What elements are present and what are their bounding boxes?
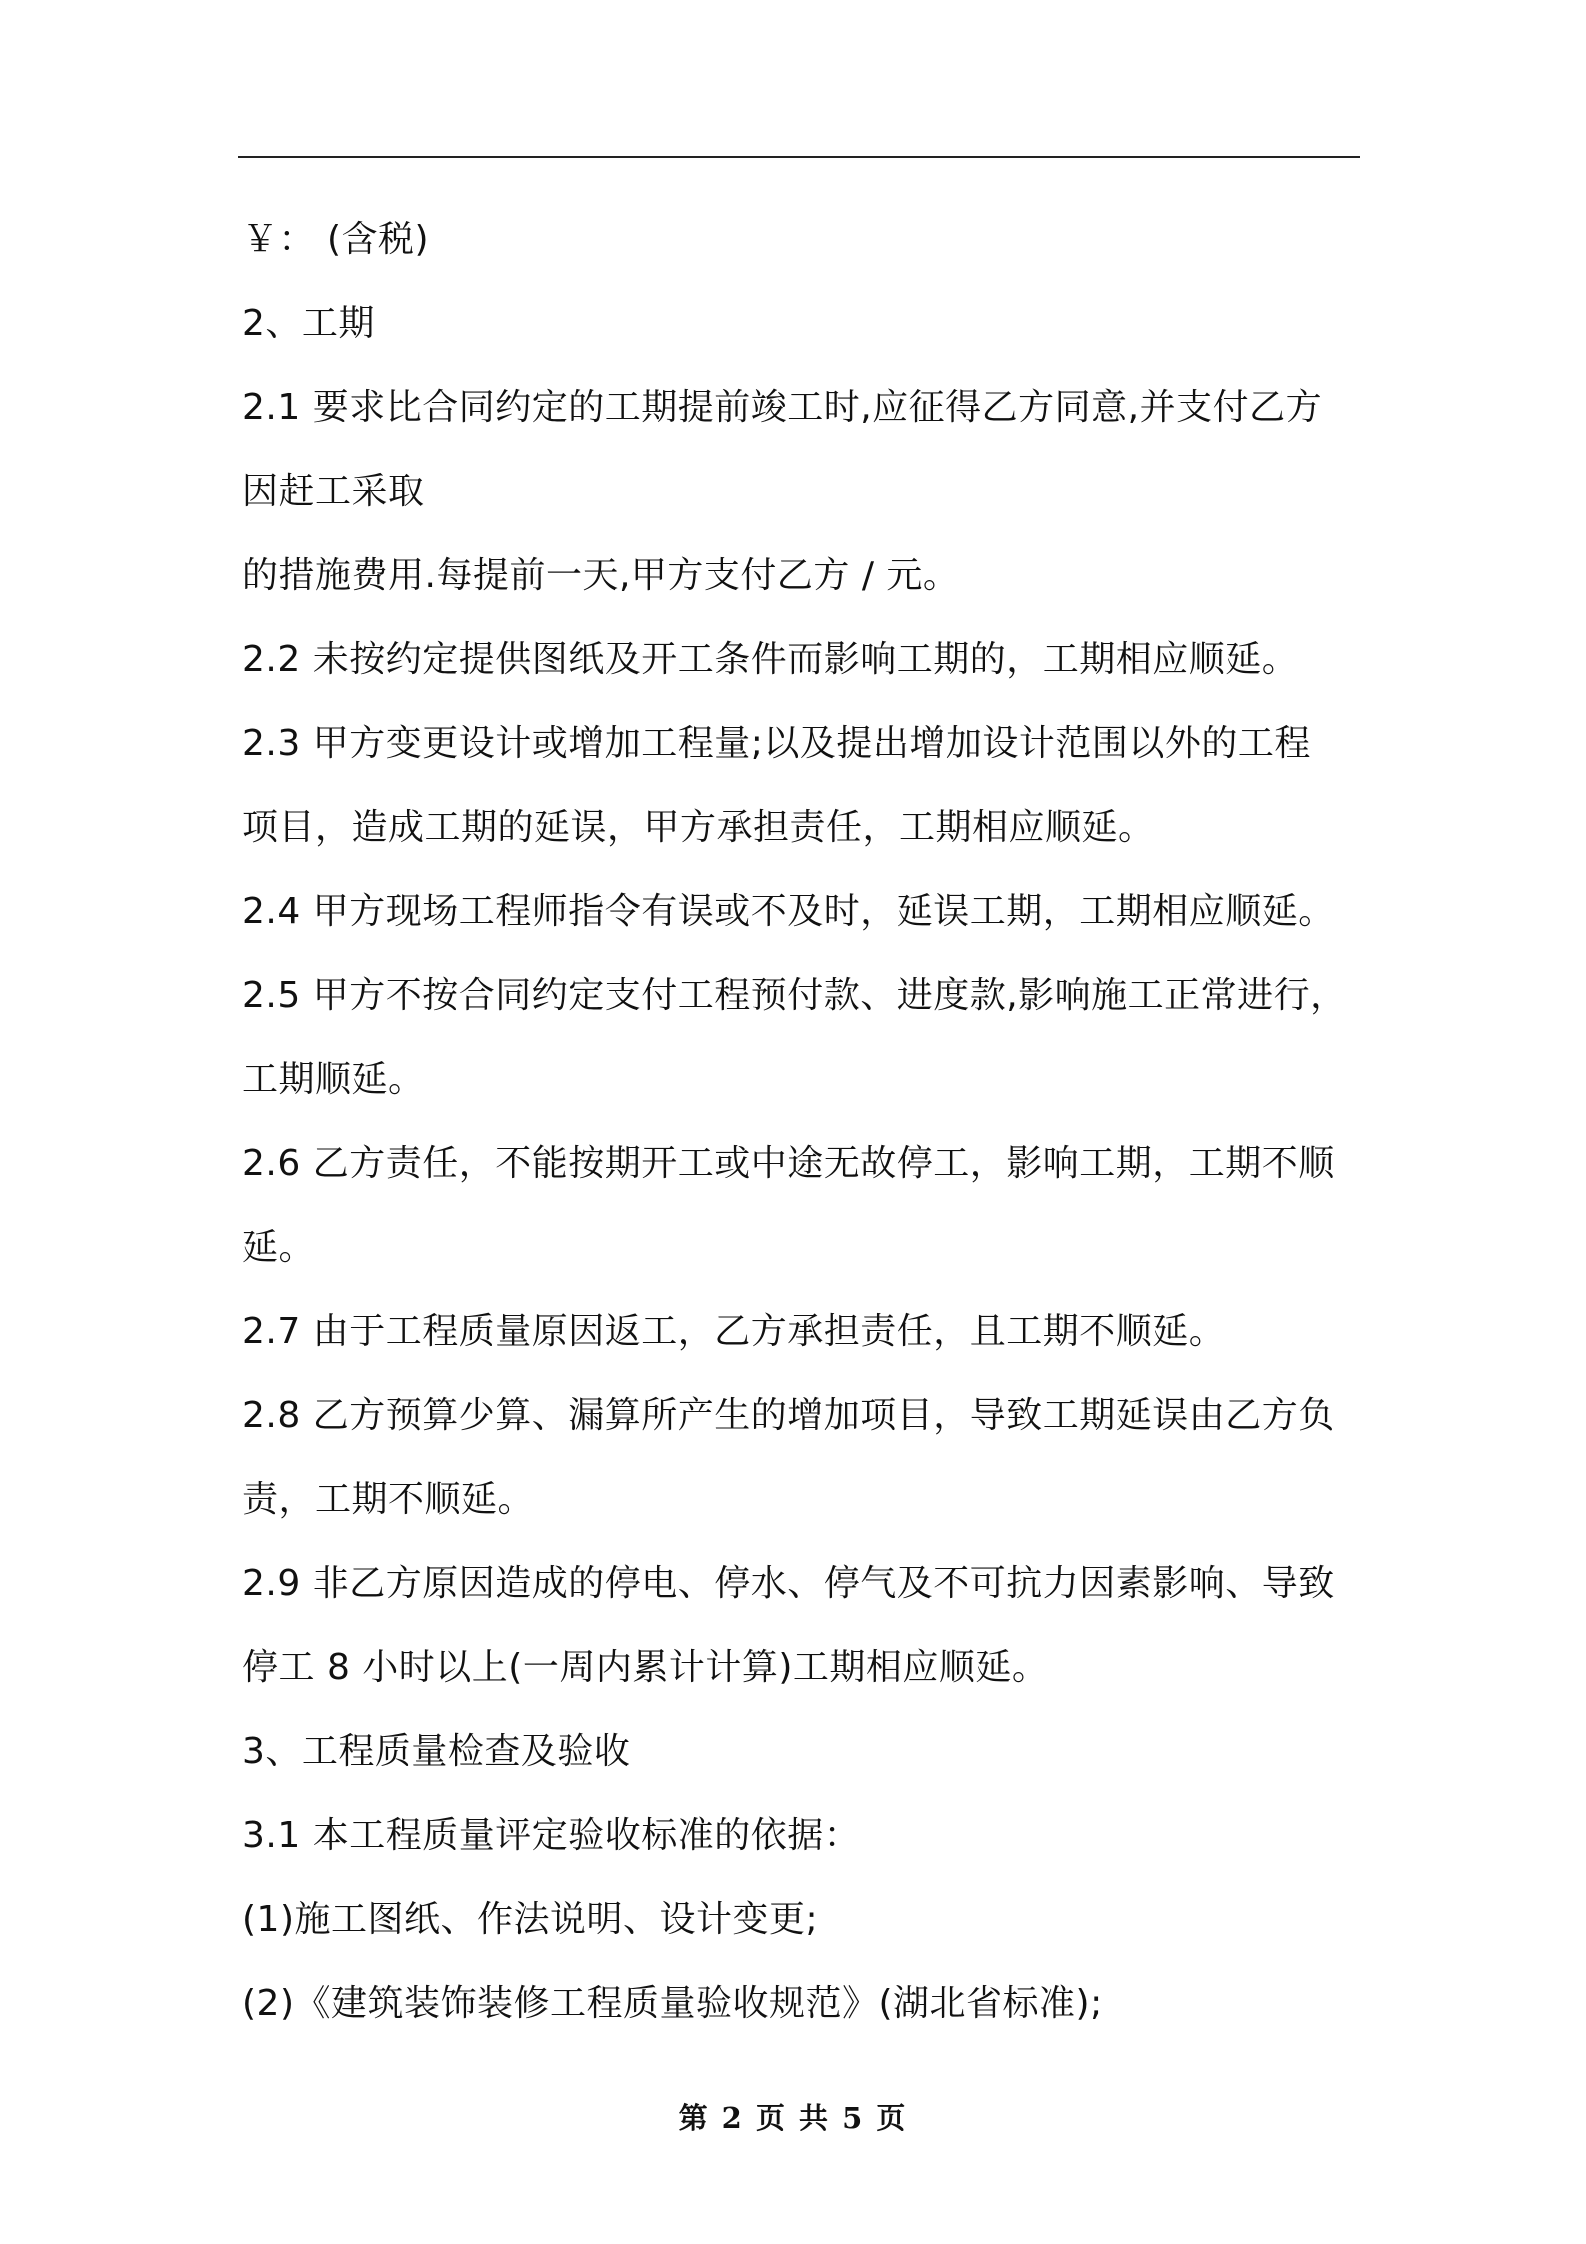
text-line: 2.1 要求比合同约定的工期提前竣工时,应征得乙方同意,并支付乙方 (242, 387, 1323, 428)
text-line: (2)《建筑装饰装修工程质量验收规范》(湖北省标准); (242, 1983, 1103, 2024)
text-line: (1)施工图纸、作法说明、设计变更; (242, 1899, 819, 1940)
text-line: 的措施费用.每提前一天,甲方支付乙方 / 元。 (242, 555, 960, 596)
text-line: 延。 (242, 1227, 316, 1268)
text-line: 2.8 乙方预算少算、漏算所产生的增加项目，导致工期延误由乙方负 (242, 1395, 1335, 1436)
text-line: 停工 8 小时以上(一周内累计计算)工期相应顺延。 (242, 1647, 1049, 1688)
text-line: 因赶工采取 (242, 471, 425, 512)
text-line: 责，工期不顺延。 (242, 1479, 535, 1520)
section-heading: 2、工期 (242, 303, 375, 344)
document-body (242, 198, 1362, 2046)
section-heading: 3、工程质量检查及验收 (242, 1731, 631, 1772)
text-line: 2.7 由于工程质量原因返工，乙方承担责任，且工期不顺延。 (242, 1311, 1226, 1352)
text-line: 2.9 非乙方原因造成的停电、停水、停气及不可抗力因素影响、导致 (242, 1563, 1335, 1604)
text-line: 2.2 未按约定提供图纸及开工条件而影响工期的，工期相应顺延。 (242, 639, 1299, 680)
text-line: 3.1 本工程质量评定验收标准的依据： (242, 1815, 861, 1856)
text-line: 2.5 甲方不按合同约定支付工程预付款、进度款,影响施工正常进行， (242, 975, 1347, 1016)
text-line: 2.6 乙方责任，不能按期开工或中途无故停工，影响工期，工期不顺 (242, 1143, 1335, 1184)
text-line: ￥： (含税) (242, 219, 430, 260)
header-rule (238, 156, 1360, 158)
text-line: 2.3 甲方变更设计或增加工程量;以及提出增加设计范围以外的工程 (242, 723, 1311, 764)
text-line: 项目，造成工期的延误，甲方承担责任，工期相应顺延。 (242, 807, 1155, 848)
text-line: 工期顺延。 (242, 1059, 425, 1100)
text-line: 2.4 甲方现场工程师指令有误或不及时，延误工期，工期相应顺延。 (242, 891, 1335, 932)
page-footer: 第 2 页 共 5 页 (678, 2101, 908, 2135)
